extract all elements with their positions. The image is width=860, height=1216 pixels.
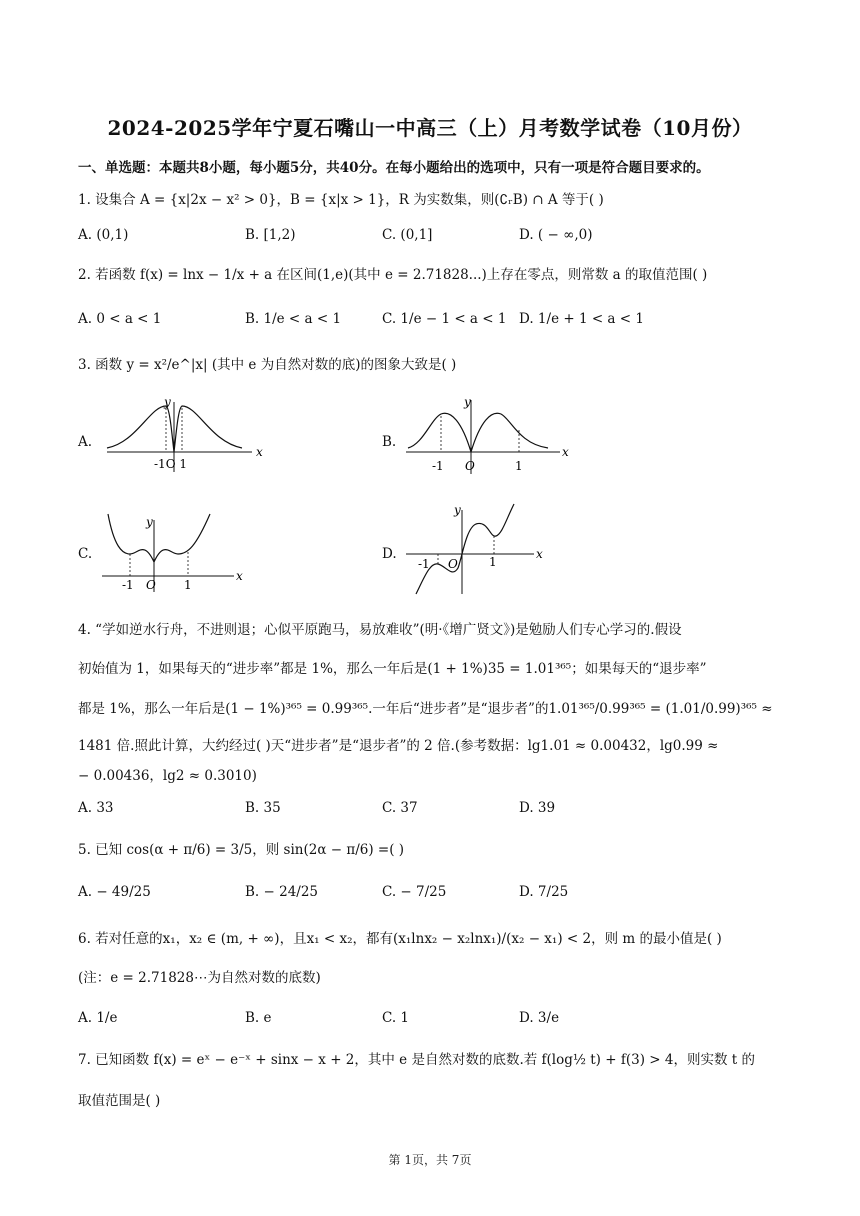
graph-d-tick-pos: 1: [489, 555, 497, 569]
q2-option-b[interactable]: B. 1/e < a < 1: [245, 311, 342, 327]
q5-option-a[interactable]: A. − 49/25: [78, 884, 151, 900]
question-1-stem: 1. 设集合 A = {x|2x − x² > 0}，B = {x|x > 1}，R 为实数集，则(∁ᵣB) ∩ A 等于( ): [78, 192, 604, 208]
graph-d-x-label: x: [536, 547, 543, 561]
question-4-line-1: 4. “学如逆水行舟，不进则退；心似平原跑马，易放难收”(明·《增广贤文》)是勉励人们专心学习的.假设: [78, 622, 682, 638]
graph-a-ticks: -1O 1: [154, 457, 187, 471]
q3-option-a[interactable]: A.: [78, 434, 93, 450]
question-2-stem: 2. 若函数 f(x) = lnx − 1/x + a 在区间(1,e)(其中 e = 2.71828...)上存在零点，则常数 a 的取值范围( ): [78, 267, 708, 283]
graph-c-x-label: x: [236, 569, 243, 583]
q5-option-c[interactable]: C. − 7/25: [382, 884, 447, 900]
q6-option-b[interactable]: B. e: [245, 1010, 272, 1026]
graph-d-y-label: y: [454, 503, 461, 517]
q6-option-d[interactable]: D. 3/e: [519, 1010, 560, 1026]
section-heading: 一、单选题：本题共8小题，每小题5分，共40分。在每小题给出的选项中，只有一项是符合题目要求的。: [78, 160, 710, 176]
graph-b-tick-neg: -1: [432, 459, 444, 473]
graph-c-origin: O: [146, 578, 156, 592]
graph-b: [398, 394, 578, 478]
q6-option-c[interactable]: C. 1: [382, 1010, 410, 1026]
question-4-line-5: − 0.00436，lg2 ≈ 0.3010): [78, 768, 257, 784]
graph-c-tick-pos: 1: [184, 578, 192, 592]
q3-option-c[interactable]: C.: [78, 546, 93, 562]
question-4-line-2: 初始值为 1，如果每天的“进步率”都是 1%，那么一年后是(1 + 1%)35 = 1.01³⁶⁵；如果每天的“退步率”: [78, 661, 707, 677]
graph-d: [396, 498, 556, 598]
q4-option-a[interactable]: A. 33: [78, 800, 114, 816]
graph-c: [96, 510, 256, 594]
graph-a: [92, 396, 272, 476]
graph-b-x-label: x: [562, 445, 569, 459]
page-title: 2024-2025学年宁夏石嘴山一中高三（上）月考数学试卷（10月份）: [107, 116, 753, 140]
graph-b-y-label: y: [464, 395, 471, 409]
q4-option-d[interactable]: D. 39: [519, 800, 556, 816]
graph-d-origin: O: [448, 557, 458, 571]
question-6-note: (注：e = 2.71828⋯为自然对数的底数): [78, 970, 321, 986]
graph-a-x-label: x: [256, 445, 263, 459]
q1-option-b[interactable]: B. [1,2): [245, 227, 296, 243]
q4-option-c[interactable]: C. 37: [382, 800, 418, 816]
graph-c-tick-neg: -1: [122, 578, 134, 592]
q2-option-d[interactable]: D. 1/e + 1 < a < 1: [519, 311, 644, 327]
question-3-stem: 3. 函数 y = x²/e^|x| (其中 e 为自然对数的底)的图象大致是( ): [78, 357, 457, 373]
q4-option-b[interactable]: B. 35: [245, 800, 281, 816]
q6-option-a[interactable]: A. 1/e: [78, 1010, 118, 1026]
q5-option-b[interactable]: B. − 24/25: [245, 884, 319, 900]
q1-option-a[interactable]: A. (0,1): [78, 227, 129, 243]
graph-b-origin: O: [465, 459, 475, 473]
question-4-line-3: 都是 1%，那么一年后是(1 − 1%)³⁶⁵ = 0.99³⁶⁵.一年后“进步者”是“退步者”的1.01³⁶⁵/0.99³⁶⁵ = (1.01/0.99)³⁶⁵ ≈: [78, 701, 773, 717]
q3-option-d[interactable]: D.: [382, 546, 397, 562]
question-7-line-1: 7. 已知函数 f(x) = eˣ − e⁻ˣ + sinx − x + 2，其中 e 是自然对数的底数.若 f(log½ t) + f(3) > 4，则实数 t 的: [78, 1052, 755, 1068]
question-7-line-2: 取值范围是( ): [78, 1093, 161, 1109]
q3-option-b[interactable]: B.: [382, 434, 397, 450]
graph-a-y-label: y: [164, 396, 171, 409]
question-5-stem: 5. 已知 cos(α + π/6) = 3/5，则 sin(2α − π/6) =( ): [78, 842, 405, 858]
graph-d-tick-neg: -1: [418, 557, 430, 571]
q2-option-c[interactable]: C. 1/e − 1 < a < 1: [382, 311, 507, 327]
q5-option-d[interactable]: D. 7/25: [519, 884, 569, 900]
question-6-stem: 6. 若对任意的x₁，x₂ ∈ (m, + ∞)，且x₁ < x₂，都有(x₁lnx₂ − x₂lnx₁)/(x₂ − x₁) < 2，则 m 的最小值是( ): [78, 931, 722, 947]
graph-c-y-label: y: [146, 515, 153, 529]
page-footer: 第 1页，共 7页: [388, 1153, 472, 1167]
q2-option-a[interactable]: A. 0 < a < 1: [78, 311, 162, 327]
question-4-line-4: 1481 倍.照此计算，大约经过( )天“进步者”是“退步者”的 2 倍.(参考数据：lg1.01 ≈ 0.00432，lg0.99 ≈: [78, 738, 719, 754]
q1-option-d[interactable]: D. ( − ∞,0): [519, 227, 593, 243]
graph-b-tick-pos: 1: [515, 459, 523, 473]
q1-option-c[interactable]: C. (0,1]: [382, 227, 433, 243]
